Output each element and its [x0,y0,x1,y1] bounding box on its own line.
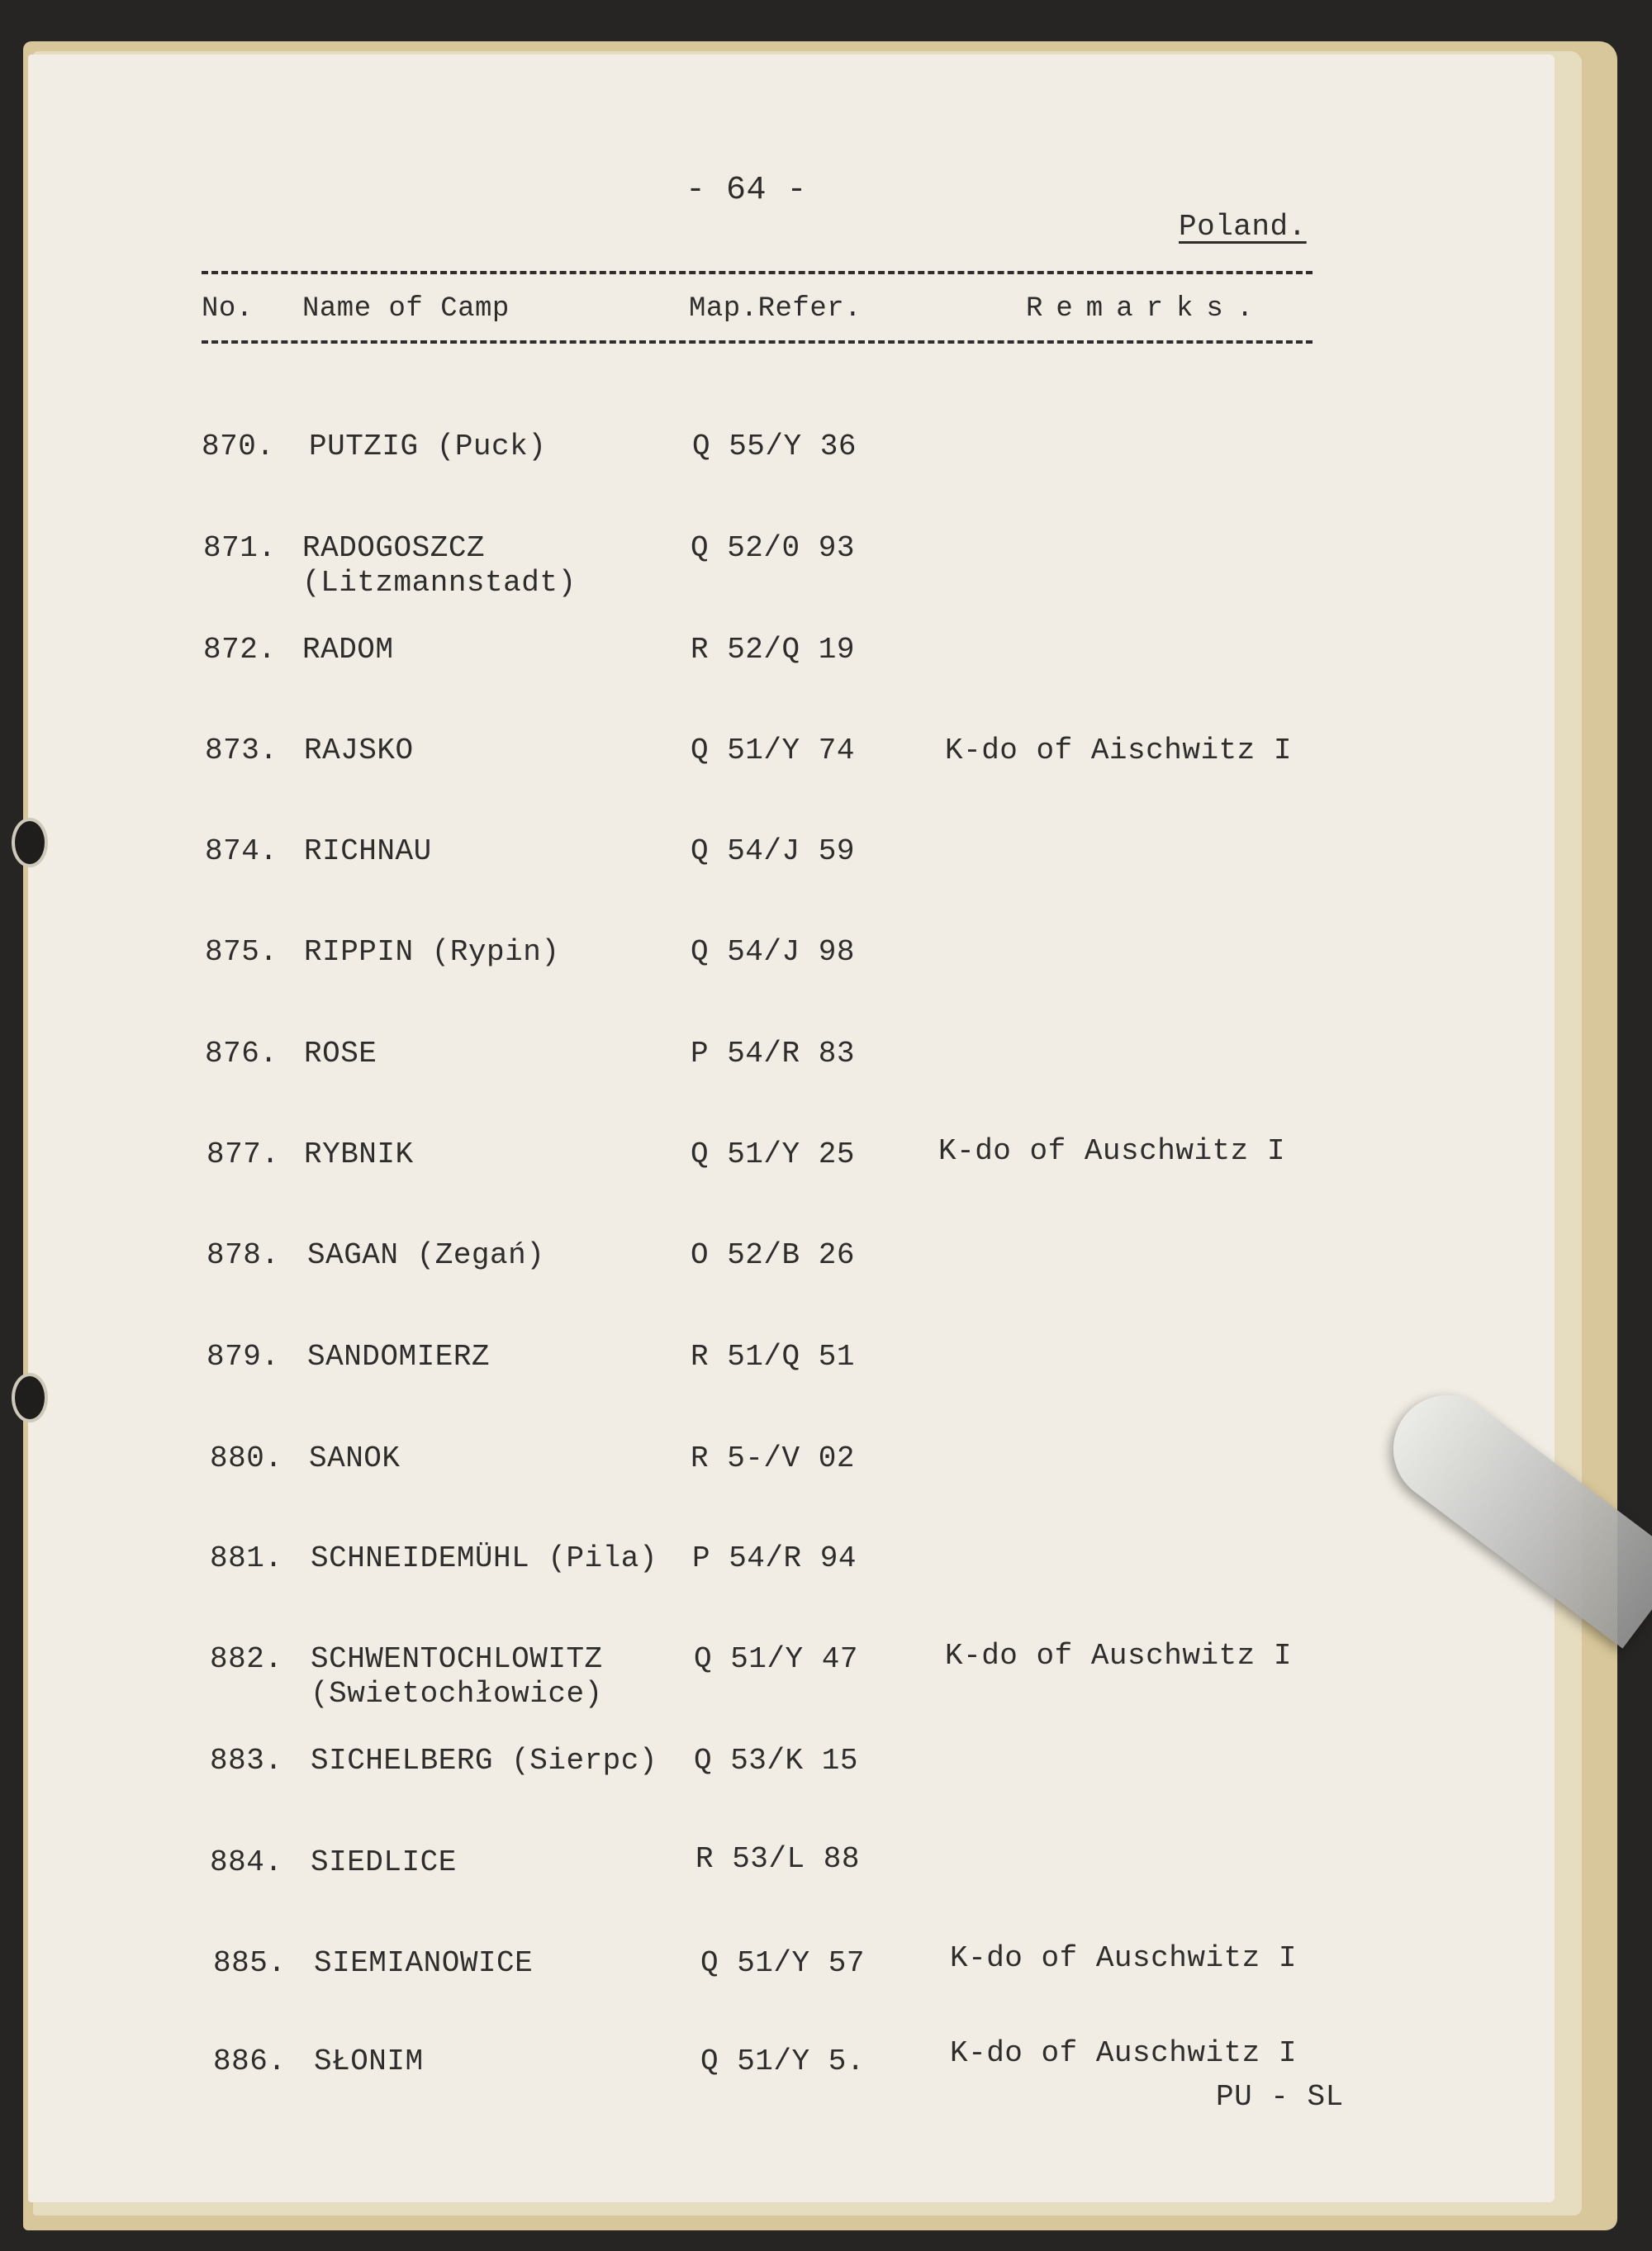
row-number: 880. [210,1441,283,1475]
remarks: K-do of Auschwitz I [945,1639,1292,1673]
camp-name: SANOK [309,1441,401,1475]
row-number: 875. [205,935,278,969]
camp-name: SŁONIM [314,2044,424,2078]
punch-hole-bottom [12,1373,48,1422]
map-reference: Q 51/Y 5. [700,2044,865,2078]
map-reference: R 53/L 88 [695,1842,860,1876]
row-number: 882. [210,1642,283,1676]
camp-name: RYBNIK [304,1137,414,1171]
row-number: 878. [206,1238,280,1272]
row-number: 879. [206,1340,280,1374]
column-header-name: Name of Camp [302,293,510,325]
camp-name: RAJSKO [304,734,414,767]
page-range-footer: PU - SL [1216,2080,1344,2114]
remarks: K-do of Auschwitz I [950,1941,1297,1975]
row-number: 881. [210,1541,283,1575]
map-reference: Q 51/Y 25 [691,1137,855,1171]
row-number: 884. [210,1845,283,1879]
camp-name: SCHWENTOCHLOWITZ (Swietochłowice) [311,1642,603,1711]
map-reference: Q 54/J 59 [691,834,855,868]
column-header-no: No. [202,293,254,325]
header-rule-top [202,271,1313,274]
map-reference: O 52/B 26 [691,1238,855,1272]
map-reference: Q 51/Y 47 [694,1642,858,1676]
row-number: 871. [203,531,277,565]
row-number: 874. [205,834,278,868]
document-page [28,55,1555,2202]
row-number: 872. [203,633,277,667]
map-reference: Q 53/K 15 [694,1744,858,1778]
row-number: 877. [206,1137,280,1171]
camp-name: SIEMIANOWICE [314,1946,534,1980]
row-number: 873. [205,734,278,767]
camp-name: RADOGOSZCZ (Litzmannstadt) [302,531,577,600]
map-reference: Q 52/0 93 [691,531,855,565]
camp-name: SANDOMIERZ [307,1340,491,1374]
row-number: 883. [210,1744,283,1778]
page-number: - 64 - [686,172,808,209]
camp-name: SCHNEIDEMÜHL (Pila) [311,1541,657,1575]
row-number: 886. [213,2044,287,2078]
camp-name: PUTZIG (Puck) [309,430,547,463]
remarks: K-do of Auschwitz I [950,2036,1297,2070]
map-reference: P 54/R 94 [692,1541,857,1575]
header-rule-bottom [202,340,1313,344]
country-heading: Poland. [1179,210,1307,244]
camp-name: SAGAN (Zegań) [307,1238,545,1272]
punch-hole-top [12,818,48,867]
column-header-remarks: Remarks. [1026,293,1267,325]
map-reference: R 51/Q 51 [691,1340,855,1374]
map-reference: Q 51/Y 57 [700,1946,865,1980]
camp-name: RADOM [302,633,394,667]
camp-name: SIEDLICE [311,1845,457,1879]
map-reference: R 52/Q 19 [691,633,855,667]
camp-name: ROSE [304,1037,377,1071]
camp-name: RIPPIN (Rypin) [304,935,560,969]
map-reference: Q 54/J 98 [691,935,855,969]
camp-name: SICHELBERG (Sierpc) [311,1744,657,1778]
row-number: 885. [213,1946,287,1980]
remarks: K-do of Aischwitz I [945,734,1292,767]
column-header-map-reference: Map.Refer. [689,293,862,325]
camp-name: RICHNAU [304,834,432,868]
row-number: 876. [205,1037,278,1071]
remarks: K-do of Auschwitz I [938,1134,1285,1168]
map-reference: Q 51/Y 74 [691,734,855,767]
row-number: 870. [202,430,275,463]
map-reference: Q 55/Y 36 [692,430,857,463]
map-reference: R 5-/V 02 [691,1441,855,1475]
map-reference: P 54/R 83 [691,1037,855,1071]
